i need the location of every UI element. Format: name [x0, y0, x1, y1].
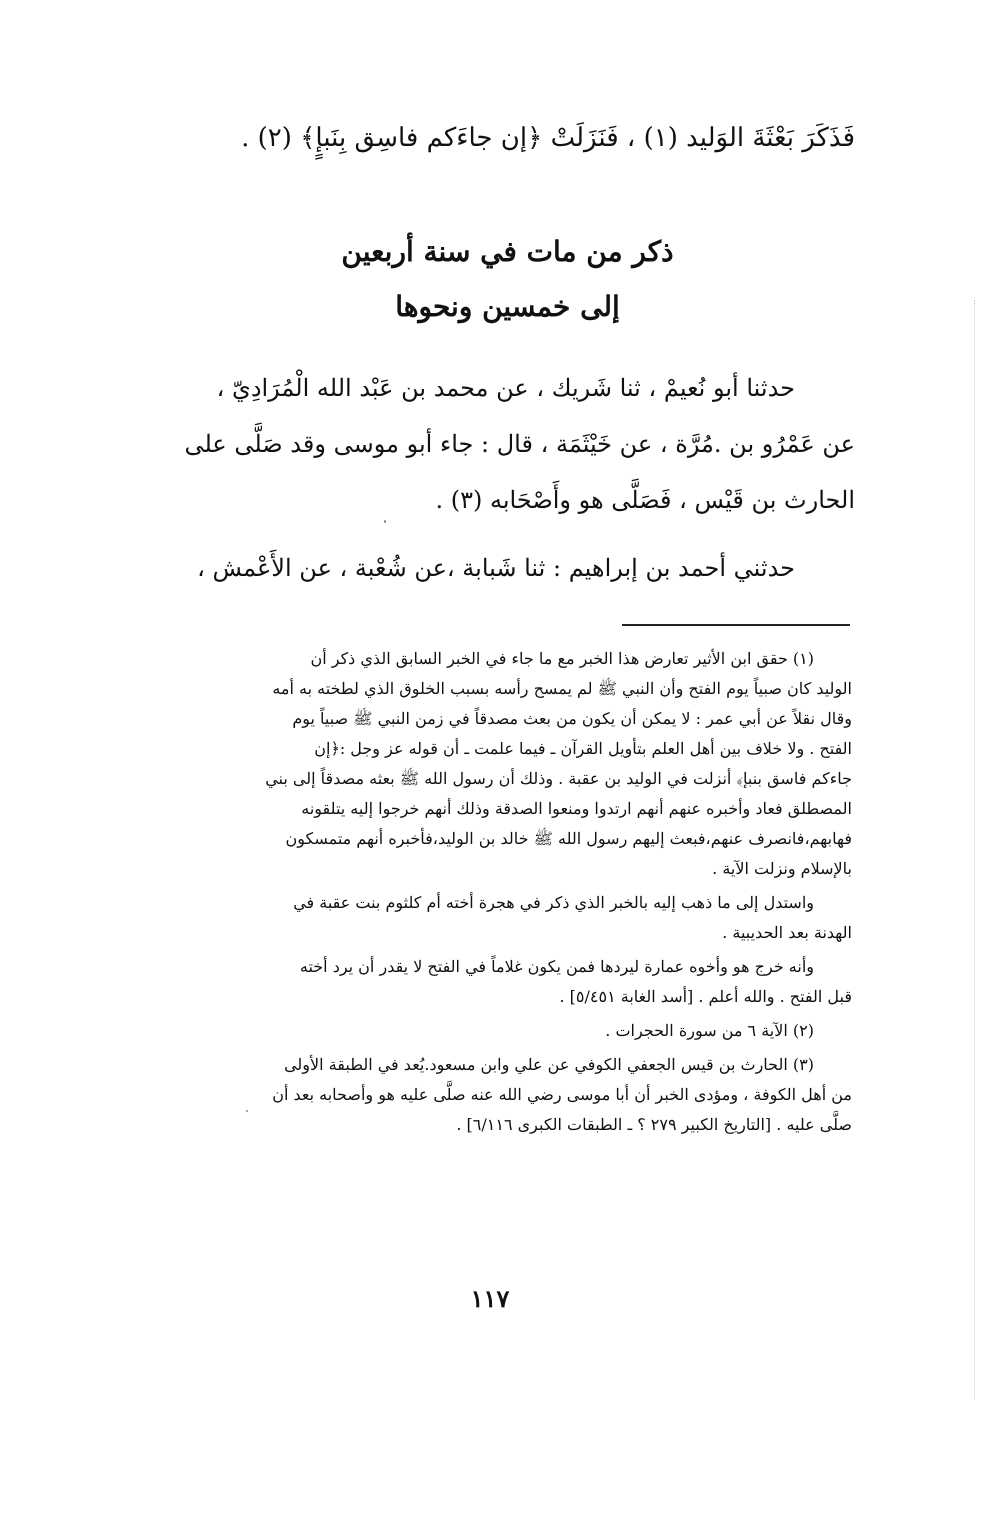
footnote-1-continued	[140, 888, 852, 948]
footnote-2	[140, 1016, 852, 1046]
footnote-line: الهدنة بعد الحديبية .	[722, 923, 852, 942]
footnote-reference: [أسد الغابة ٥/٤٥١] .	[559, 987, 694, 1006]
footnotes	[140, 644, 852, 1144]
footnote-line: (٢) الآية ٦ من سورة الحجرات .	[605, 1021, 814, 1040]
footnote-line: (٣) الحارث بن قيس الجعفي الكوفي عن علي وابن مسعود.يُعد في الطبقة الأولى	[284, 1055, 814, 1074]
hadith-paragraph-1	[140, 360, 855, 528]
footnote-text: صلَّى عليه .	[776, 1115, 852, 1134]
page-number: ١١٧	[470, 1284, 510, 1313]
paragraph-line: عن عَمْرُو بن .مُرَّة ، عن خَيْثَمَة ، قال : جاء أبو موسى وقد صَلَّى على	[184, 430, 855, 458]
footnote-line: جاءكم فاسق بنبإ﴾ أنزلت في الوليد بن عقبة . وذلك أن رسول الله ﷺ بعثه مصدقاً إلى بني	[265, 769, 852, 788]
section-heading-line-1: ذكر من مات في سنة أربعين	[341, 235, 674, 268]
footnote-separator	[622, 624, 850, 626]
footnote-text: قبل الفتح . والله أعلم .	[698, 987, 852, 1006]
footnote-line: الوليد كان صبياً يوم الفتح وأن النبي ﷺ لم يمسح رأسه بسبب الخلوق الذي لطخته به أمه	[272, 679, 852, 698]
footnote-line: الفتح . ولا خلاف بين أهل العلم بتأويل القرآن ـ فيما علمت ـ أن قوله عز وجل :﴿إن	[314, 739, 852, 758]
paragraph-line: حدثنا أبو نُعيمْ ، ثنا شَريك ، عن محمد بن عَبْد الله الْمُرَادِيّ ،	[216, 374, 795, 402]
opening-line: فَذَكَرَ بَعْثَةَ الوَليد (١) ، فَنَزَلَتْ ﴿إن جاءَكم فاسِق بِنَبإٍ﴾ (٢) .	[241, 123, 855, 153]
footnote-line: فهابهم،فانصرف عنهم،فبعث إليهم رسول الله ﷺ خالد بن الوليد،فأخبره أنهم متمسكون	[285, 829, 852, 848]
footnote-line: وأنه خرج هو وأخوه عمارة ليردها فمن يكون غلاماً في الفتح لا يقدر أن يرد أخته	[299, 957, 814, 976]
footnote-line: بالإسلام ونزلت الآية .	[712, 859, 852, 878]
scan-speck	[384, 520, 386, 523]
footnote-line	[140, 1110, 852, 1140]
footnote-line: (١) حقق ابن الأثير تعارض هذا الخبر مع ما جاء في الخبر السابق الذي ذكر أن	[310, 649, 814, 668]
paragraph-line: حدثني أحمد بن إبراهيم : ثنا شَبابة ،عن شُعْبة ، عن الأَعْمش ،	[197, 554, 795, 582]
paragraph-line: الحارث بن قَيْس ، فَصَلَّى هو وأَصْحَابه (٣) .	[435, 486, 855, 514]
scan-edge-line	[974, 300, 975, 1400]
hadith-paragraph-2	[140, 540, 855, 596]
footnote-1	[140, 644, 852, 884]
footnote-line: المصطلق فعاد وأخبره عنهم أنهم ارتدوا ومنعوا الصدقة وذلك أنهم خرجوا إليه يتلقونه	[301, 799, 852, 818]
footnote-line: واستدل إلى ما ذهب إليه بالخبر الذي ذكر في هجرة أخته أم كلثوم بنت عقبة في	[293, 893, 814, 912]
scan-speck	[246, 1110, 248, 1112]
footnote-line	[140, 982, 852, 1012]
footnote-1-conclusion	[140, 952, 852, 1012]
footnote-reference: [التاريخ الكبير ٢٧٩ ؟ ـ الطبقات الكبرى ٦/١١٦] .	[456, 1115, 772, 1134]
section-heading-line-2: إلى خمسين ونحوها	[395, 290, 620, 323]
footnote-line: من أهل الكوفة ، ومؤدى الخبر أن أبا موسى رضي الله عنه صلَّى عليه هو وأصحابه بعد أن	[272, 1085, 852, 1104]
footnote-3	[140, 1050, 852, 1140]
footnote-line: وقال نقلاً عن أبي عمر : لا يمكن أن يكون من بعث مصدقاً في زمن النبي ﷺ صبياً يوم	[292, 709, 852, 728]
